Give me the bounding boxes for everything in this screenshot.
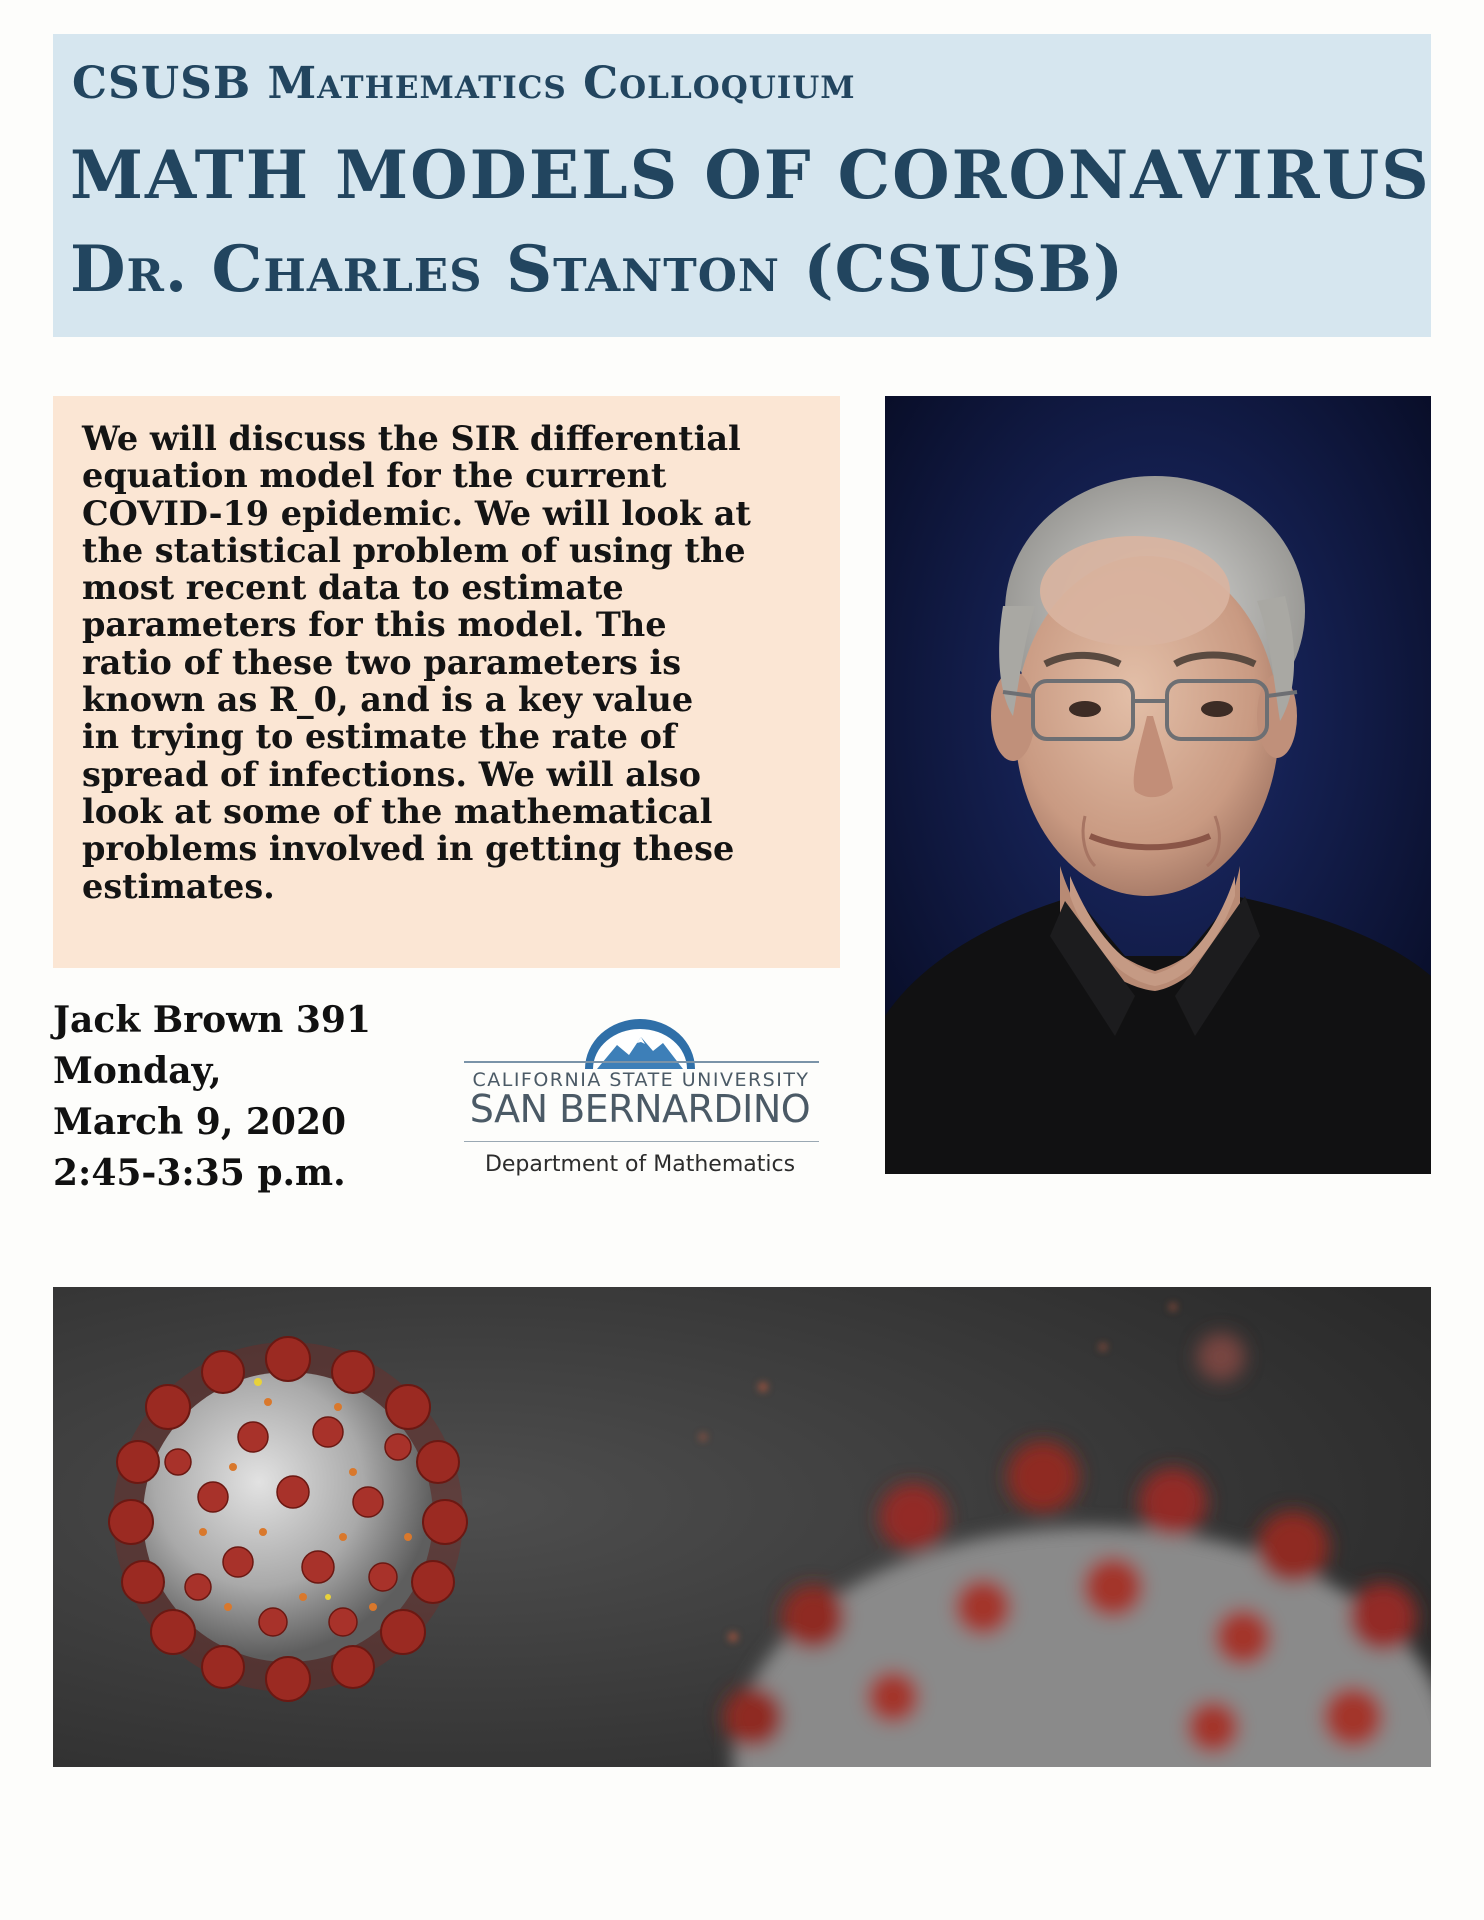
csusb-logo	[458, 1017, 822, 1183]
coronavirus-illustration	[53, 1287, 1431, 1767]
abstract-text: We will discuss the SIR differential equation model for the current COVID-19 epidemic. We will look at the statistical problem of using the most recent data to estimate parameters for this model. The ratio of these two parameters is known as R_0, and is a key value in trying to estimate the rate of spread of infections. We will also look at some of the mathematical problems involved in getting these estimates.	[82, 419, 751, 906]
portrait-illustration	[885, 396, 1431, 1174]
event-details	[53, 995, 473, 1199]
logo-top-rule	[464, 1061, 819, 1063]
speaker-name: Dr. Charles Stanton (CSUSB)	[70, 232, 1125, 307]
logo-bottom-rule	[464, 1141, 819, 1142]
department-name: Department of Mathematics	[484, 1152, 796, 1177]
colloquium-series-title: CSUSB Mathematics Colloquium	[72, 58, 856, 109]
coronavirus-banner-image	[53, 1287, 1431, 1767]
university-name-line2: SAN BERNARDINO	[469, 1087, 811, 1131]
talk-title: MATH MODELS OF CORONAVIRUS	[70, 136, 1431, 214]
event-date: March 9, 2020	[53, 1101, 347, 1143]
university-name-line1: CALIFORNIA STATE UNIVERSITY	[472, 1069, 810, 1091]
event-time: 2:45-3:35 p.m.	[53, 1152, 346, 1194]
event-day: Monday,	[53, 1050, 222, 1092]
speaker-portrait	[885, 396, 1431, 1174]
event-location: Jack Brown 391	[53, 999, 372, 1041]
